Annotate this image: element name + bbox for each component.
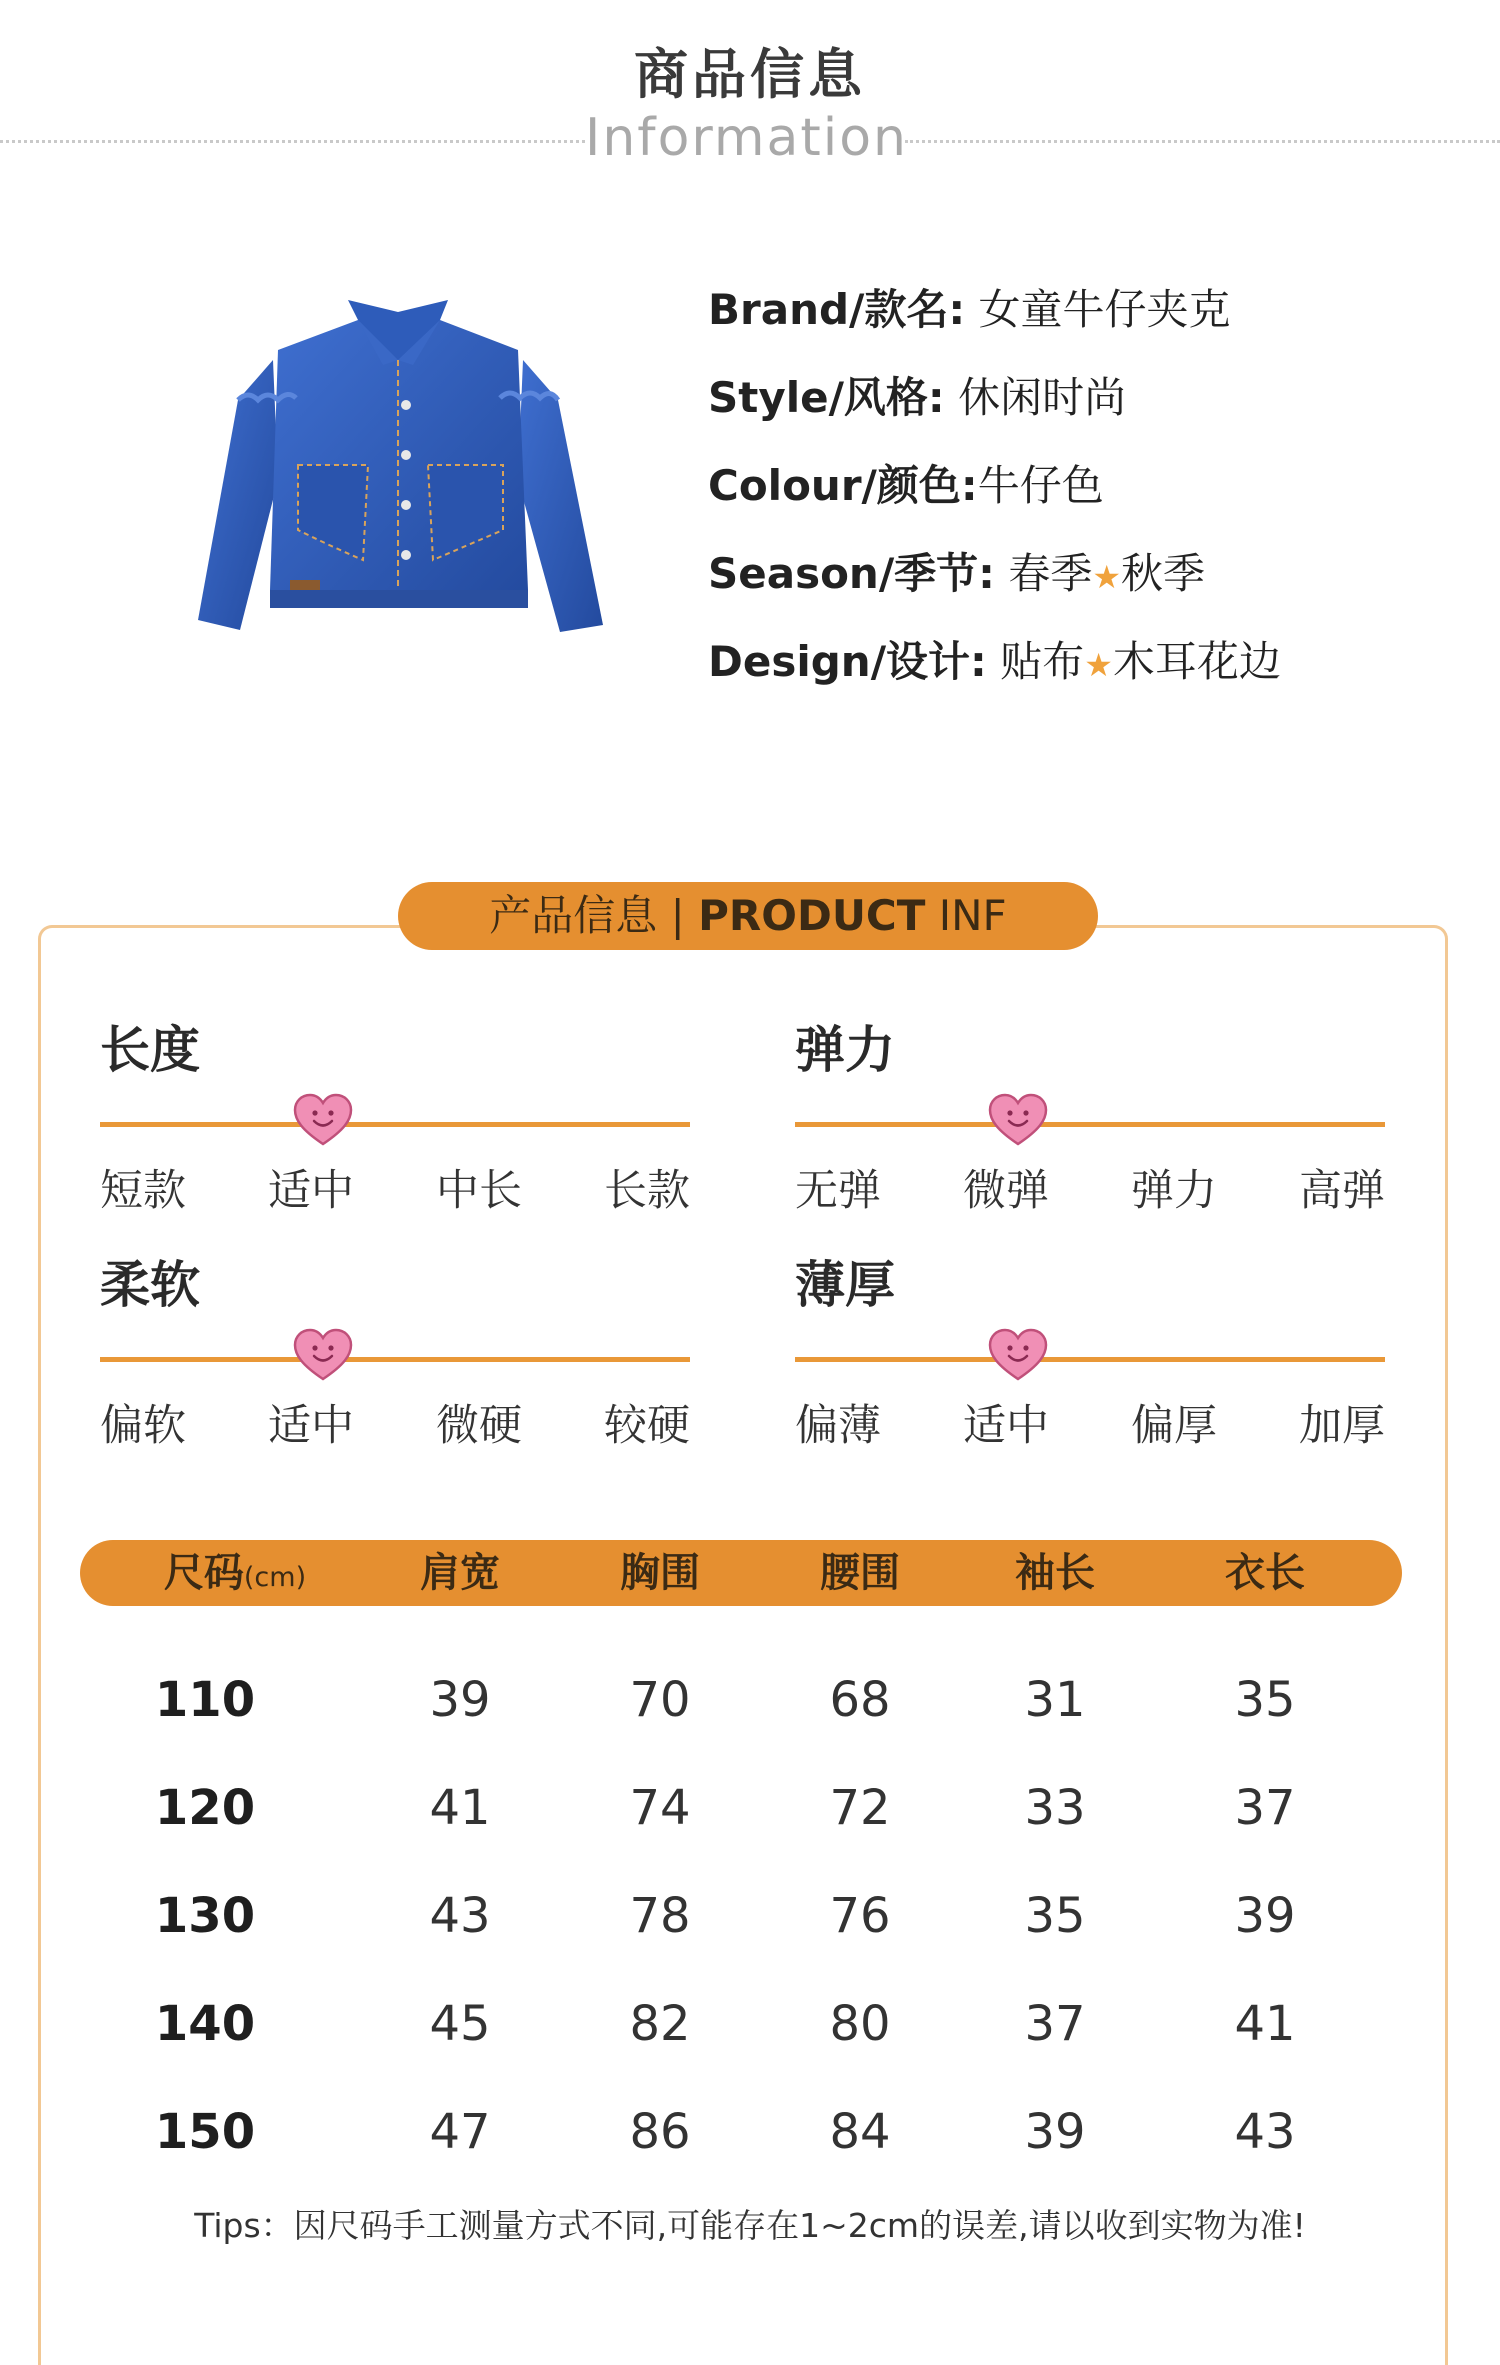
rating-options <box>100 1392 690 1453</box>
measure-cell: 39 <box>429 1672 491 1728</box>
rating-option: 偏软 <box>100 1401 186 1451</box>
size-header-sleeve: 袖长 <box>1015 1550 1095 1596</box>
measure-cell: 76 <box>829 1888 891 1944</box>
page-title: 商品信息 <box>634 43 866 106</box>
info-brand-label: Brand/款名: <box>708 285 966 334</box>
info-colour-value: 牛仔色 <box>977 461 1104 510</box>
info-design-value-2: 木耳花边 <box>1112 637 1281 686</box>
measure-cell: 78 <box>629 1888 691 1944</box>
rating-option: 适中 <box>268 1401 354 1451</box>
rating-softness <box>100 1245 690 1453</box>
size-cell: 120 <box>154 1780 256 1836</box>
measure-cell: 31 <box>1024 1672 1086 1728</box>
measure-cell: 86 <box>629 2104 691 2160</box>
rating-option: 偏厚 <box>1131 1401 1217 1451</box>
rating-bar <box>795 1357 1385 1362</box>
page-subtitle: Information <box>585 108 909 168</box>
rating-option: 适中 <box>963 1401 1049 1451</box>
measure-cell: 39 <box>1024 2104 1086 2160</box>
measure-cell: 35 <box>1234 1672 1296 1728</box>
info-style <box>708 365 1126 425</box>
star-icon: ★ <box>1084 646 1113 684</box>
info-style-value: 休闲时尚 <box>944 373 1127 422</box>
measure-cell: 37 <box>1024 1996 1086 2052</box>
info-colour <box>708 453 1104 513</box>
rating-elasticity <box>795 1010 1385 1218</box>
rating-bar <box>795 1122 1385 1127</box>
rating-option: 微弹 <box>963 1166 1049 1216</box>
rating-option: 短款 <box>100 1166 186 1216</box>
measure-cell: 43 <box>1234 2104 1296 2160</box>
size-header-label: 尺码 <box>163 1550 244 1596</box>
size-cell: 140 <box>154 1996 256 2052</box>
rating-length <box>100 1010 690 1218</box>
size-header-chest: 胸围 <box>620 1550 700 1596</box>
heart-marker-icon <box>292 1327 354 1383</box>
info-design <box>708 629 1281 689</box>
info-brand <box>708 277 1231 337</box>
info-style-label: Style/风格: <box>708 373 945 422</box>
measure-cell: 45 <box>429 1996 491 2052</box>
size-cell: 110 <box>154 1672 256 1728</box>
product-info-title-pill <box>398 882 1098 950</box>
rating-option: 中长 <box>436 1166 522 1216</box>
measure-cell: 84 <box>829 2104 891 2160</box>
rating-option: 偏薄 <box>795 1401 881 1451</box>
dotted-divider-left <box>0 140 585 143</box>
measure-cell: 72 <box>829 1780 891 1836</box>
heart-marker-icon <box>987 1327 1049 1383</box>
info-design-label: Design/设计: <box>708 637 987 686</box>
rating-title: 长度 <box>100 1021 200 1079</box>
measure-cell: 33 <box>1024 1780 1086 1836</box>
dotted-divider-right <box>905 140 1500 143</box>
size-header-waist: 腰围 <box>820 1550 900 1596</box>
rating-option: 弹力 <box>1131 1166 1217 1216</box>
measure-cell: 37 <box>1234 1780 1296 1836</box>
size-header-size <box>130 1540 340 1606</box>
rating-options <box>795 1392 1385 1453</box>
rating-option: 无弹 <box>795 1166 881 1216</box>
info-colour-label: Colour/颜色: <box>708 461 978 510</box>
rating-thickness <box>795 1245 1385 1453</box>
heart-marker-icon <box>292 1092 354 1148</box>
measure-cell: 74 <box>629 1780 691 1836</box>
measure-cell: 43 <box>429 1888 491 1944</box>
measure-cell: 41 <box>1234 1996 1296 2052</box>
rating-bar <box>100 1122 690 1127</box>
rating-option: 适中 <box>268 1166 354 1216</box>
info-season-value-2: 秋季 <box>1121 549 1206 598</box>
rating-title: 柔软 <box>100 1256 200 1314</box>
panel-title-cn: 产品信息 | <box>489 891 699 940</box>
info-season-label: Season/季节: <box>708 549 995 598</box>
panel-title-tail: INF <box>925 891 1007 940</box>
rating-option: 高弹 <box>1299 1166 1385 1216</box>
measure-cell: 80 <box>829 1996 891 2052</box>
info-season <box>708 541 1205 601</box>
info-brand-value: 女童牛仔夹克 <box>965 285 1231 334</box>
rating-options <box>100 1157 690 1218</box>
rating-title: 弹力 <box>795 1021 895 1079</box>
measure-cell: 35 <box>1024 1888 1086 1944</box>
tips-text: Tips：因尺码手工测量方式不同,可能存在1~2cm的误差,请以收到实物为准! <box>194 2206 1306 2245</box>
size-header-length: 衣长 <box>1225 1550 1305 1596</box>
size-cell: 150 <box>154 2104 256 2160</box>
star-icon: ★ <box>1092 558 1122 596</box>
size-header-shoulder: 肩宽 <box>420 1550 500 1596</box>
rating-option: 长款 <box>604 1166 690 1216</box>
info-season-value-1: 春季 <box>994 549 1093 598</box>
info-design-value-1: 贴布 <box>986 637 1085 686</box>
measure-cell: 82 <box>629 1996 691 2052</box>
measure-cell: 68 <box>829 1672 891 1728</box>
panel-title-en: PRODUCT <box>698 891 926 940</box>
size-header-unit: (cm) <box>243 1562 307 1593</box>
rating-title: 薄厚 <box>795 1256 895 1314</box>
size-cell: 130 <box>154 1888 256 1944</box>
rating-option: 微硬 <box>436 1401 522 1451</box>
measure-cell: 70 <box>629 1672 691 1728</box>
rating-bar <box>100 1357 690 1362</box>
rating-option: 加厚 <box>1299 1401 1385 1451</box>
rating-options <box>795 1157 1385 1218</box>
heart-marker-icon <box>987 1092 1049 1148</box>
measure-cell: 41 <box>429 1780 491 1836</box>
rating-option: 较硬 <box>604 1401 690 1451</box>
measure-cell: 39 <box>1234 1888 1296 1944</box>
measure-cell: 47 <box>429 2104 491 2160</box>
denim-jacket-image <box>178 290 618 650</box>
